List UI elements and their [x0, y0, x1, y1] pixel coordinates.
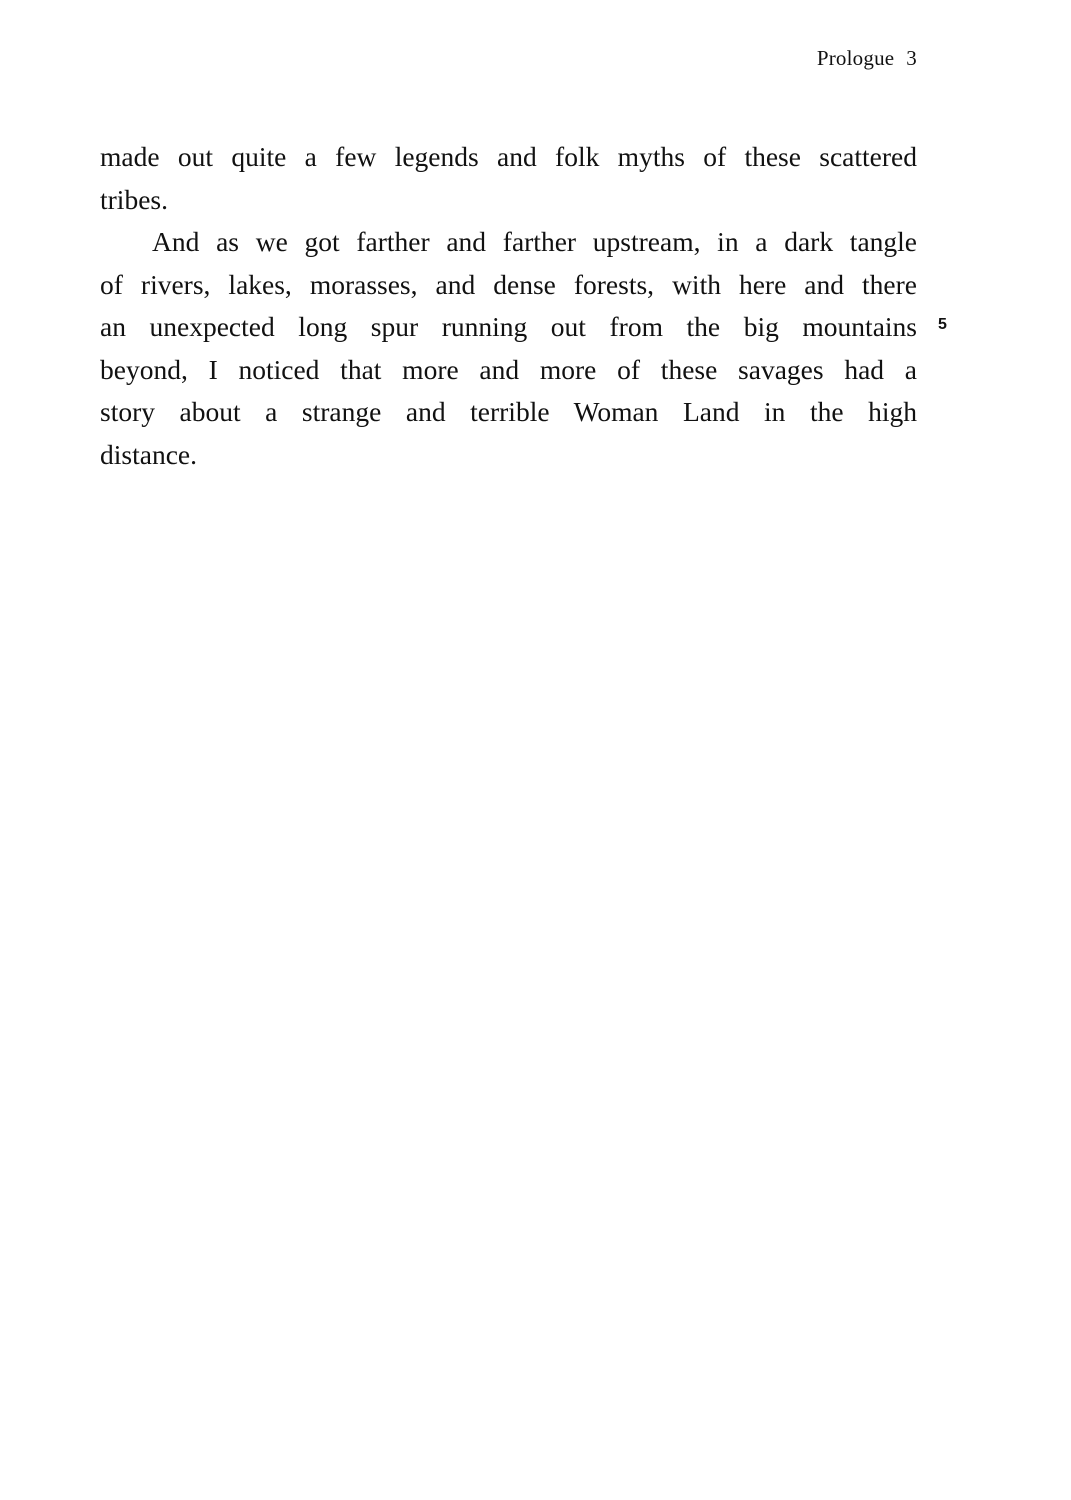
- text-line: tribes.: [100, 183, 168, 215]
- text-line: an unexpected long spur running out from the big mountains: [100, 311, 917, 342]
- running-head: [817, 46, 917, 71]
- text-line: made out quite a few legends and folk myths of these scattered: [100, 141, 917, 172]
- text-line: of rivers, lakes, morasses, and dense forests, with here and there: [100, 268, 917, 300]
- text-line: distance.: [100, 438, 197, 470]
- page-number: 3: [906, 46, 917, 70]
- margin-line-number: 5: [938, 316, 947, 333]
- running-head-title: Prologue: [816, 46, 895, 70]
- text-line: story about a strange and terrible Woman Land in the high: [100, 396, 917, 427]
- text-line: beyond, I noticed that more and more of these savages had a: [100, 353, 917, 385]
- text-line: And as we got farther and farther upstream, in a dark tangle: [152, 226, 917, 257]
- body-text: [100, 136, 917, 476]
